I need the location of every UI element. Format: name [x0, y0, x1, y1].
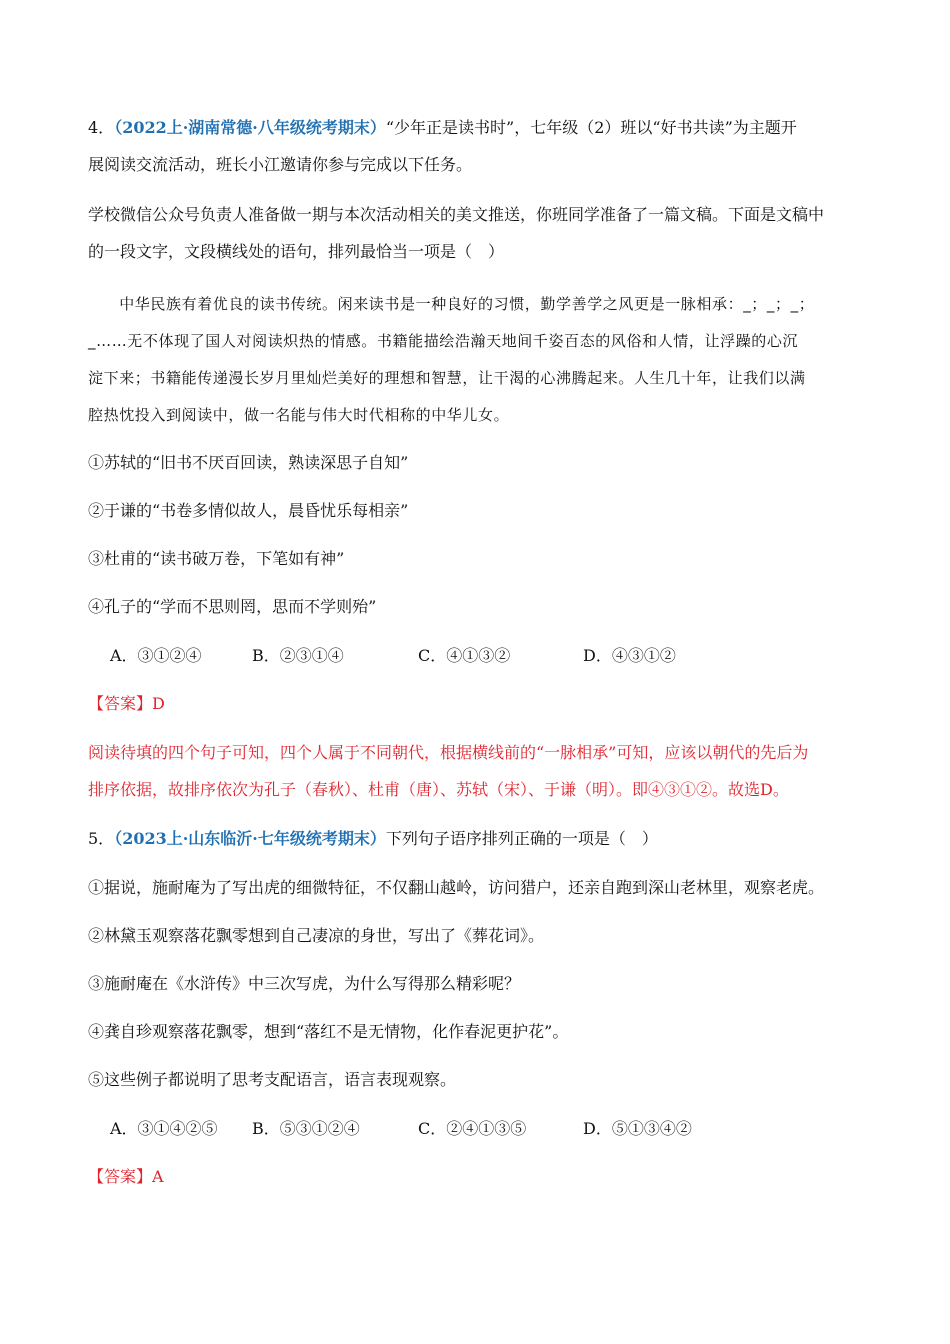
q4-task-line2: 的一段文字，文段横线处的语句，排列最恰当一项是（ ）	[88, 242, 505, 261]
q5-answer	[88, 1167, 164, 1187]
q4-stem-line1	[88, 118, 797, 138]
q4-answer	[88, 694, 165, 714]
q5-stem-text: 下列句子语序排列正确的一项是（ ）	[385, 829, 658, 848]
q5-item: ②林黛玉观察落花飘零想到自己凄凉的身世，写出了《葬花词》。	[88, 926, 545, 945]
q4-option-a: A．③①②④	[110, 646, 202, 665]
q4-analysis-line: 排序依据，故排序依次为孔子（春秋）、杜甫（唐）、苏轼（宋）、于谦（明）。即④③①②。故选D。	[88, 780, 789, 799]
q5-option-d: D．⑤①③④②	[583, 1119, 692, 1138]
q4-answer-label: 【答案】	[88, 694, 153, 713]
q4-task-line1: 学校微信公众号负责人准备做一期与本次活动相关的美文推送，你班同学准备了一篇文稿。下面是文稿中	[88, 205, 825, 224]
q5-option-b: B．⑤③①②④	[252, 1119, 360, 1138]
q4-item: ③杜甫的“读书破万卷，下笔如有神”	[88, 549, 345, 568]
q5-item: ③施耐庵在《水浒传》中三次写虎，为什么写得那么精彩呢？	[88, 974, 521, 993]
q4-passage-line: 淀下来；书籍能传递漫长岁月里灿烂美好的理想和智慧，让干渴的心沸腾起来。人生几十年，让我们以满	[88, 369, 806, 387]
q4-source: （2022上·湖南常德·八年级统考期末）	[114, 118, 386, 137]
q5-option-c: C．②④①③⑤	[418, 1119, 527, 1138]
q5-number: 5．	[88, 829, 115, 848]
q4-stem-line2: 展阅读交流活动，班长小江邀请你参与完成以下任务。	[88, 155, 473, 174]
q5-answer-value: A	[152, 1167, 164, 1186]
q5-item: ④龚自珍观察落花飘零，想到“落红不是无情物，化作春泥更护花”。	[88, 1022, 569, 1041]
q5-item: ①据说，施耐庵为了写出虎的细微特征，不仅翻山越岭，访问猎户，还亲自跑到深山老林里，观察老虎。	[88, 878, 825, 897]
q4-passage-line: 中华民族有着优良的读书传统。闲来读书是一种良好的习惯，勤学善学之风更是一脉相承：_；_；_；	[88, 295, 815, 313]
q4-option-d: D．④③①②	[583, 646, 676, 665]
q4-number: 4．	[88, 118, 115, 137]
q4-item: ②于谦的“书卷多情似故人，晨昏忧乐每相亲”	[88, 501, 409, 520]
q4-answer-value: D	[152, 694, 165, 713]
q5-option-a: A．③①④②⑤	[110, 1119, 218, 1138]
q4-passage-line: _……无不体现了国人对阅读炽热的情感。书籍能描绘浩瀚天地间千姿百态的风俗和人情，让浮躁的心沉	[88, 332, 799, 350]
q4-option-c: C．④①③②	[418, 646, 511, 665]
q5-stem-line	[88, 829, 658, 849]
q5-answer-label: 【答案】	[88, 1167, 153, 1186]
q4-item: ①苏轼的“旧书不厌百回读，熟读深思子自知”	[88, 453, 409, 472]
q4-analysis-line: 阅读待填的四个句子可知，四个人属于不同朝代，根据横线前的“一脉相承”可知，应该以朝代的先后为	[88, 743, 809, 762]
q5-source: （2023上·山东临沂·七年级统考期末）	[114, 829, 386, 848]
q4-stem-text1: “少年正是读书时”，七年级（2）班以“好书共读”为主题开	[385, 118, 797, 137]
q5-item: ⑤这些例子都说明了思考支配语言，语言表现观察。	[88, 1070, 457, 1089]
q4-item: ④孔子的“学而不思则罔，思而不学则殆”	[88, 597, 377, 616]
q4-passage-line: 腔热忱投入到阅读中，做一名能与伟大时代相称的中华儿女。	[88, 406, 510, 424]
q4-option-b: B．②③①④	[252, 646, 344, 665]
